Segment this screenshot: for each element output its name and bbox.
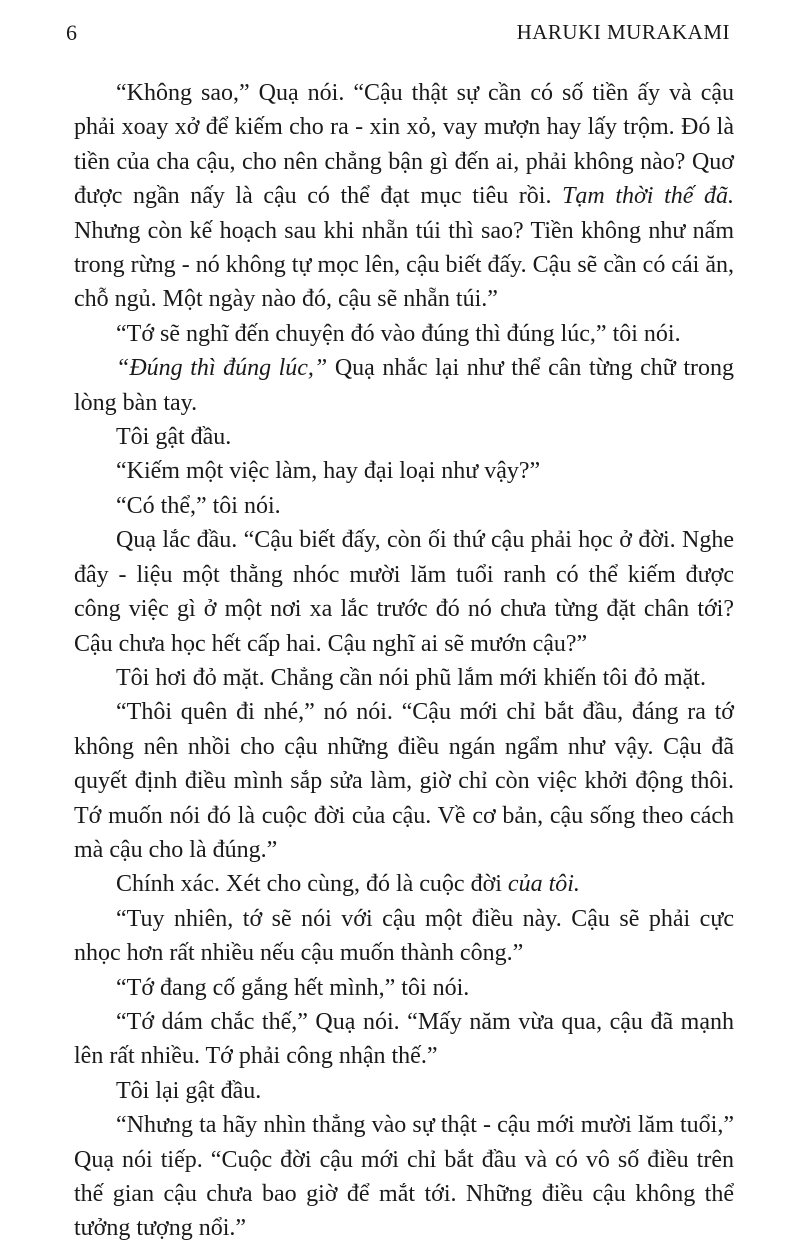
running-head: HARUKI MURAKAMI	[516, 20, 730, 44]
paragraph: “Không sao,” Quạ nói. “Cậu thật sự cần có số tiền ấy và cậu phải xoay xở để kiếm cho ra - xin xỏ, vay mượn hay lấy trộm. Đó là tiền của cha cậu, cho nên chẳng bận gì đến ai, phải không nào? Quơ được ngần nấy là cậu có thể đạt mục tiêu rồi. Tạm thời thế đã. Nhưng còn kế hoạch sau khi nhẵn túi thì sao? Tiền không như nấm trong rừng - nó không tự mọc lên, cậu biết đấy. Cậu sẽ cần có cái ăn, chỗ ngủ. Một ngày nào đó, cậu sẽ nhẵn túi.”	[74, 80, 734, 313]
paragraph: “Thôi quên đi nhé,” nó nói. “Cậu mới chỉ bắt đầu, đáng ra tớ không nên nhồi cho cậu những điều ngán ngẩm như vậy. Cậu đã quyết định điều mình sắp sửa làm, giờ chỉ còn việc khởi động thôi. Tớ muốn nói đó là cuộc đời của cậu. Về cơ bản, cậu sống theo cách mà cậu cho là đúng.”	[74, 699, 734, 863]
paragraph: Tôi gật đầu.	[116, 424, 232, 451]
paragraph: “Nhưng ta hãy nhìn thẳng vào sự thật - cậu mới mười lăm tuổi,” Quạ nói tiếp. “Cuộc đời cậu mới chỉ bắt đầu và có vô số điều trên thế gian cậu chưa bao giờ để mắt tới. Những điều cậu không thể tưởng tượng nổi.”	[74, 1112, 734, 1242]
paragraph: Tôi hơi đỏ mặt. Chẳng cần nói phũ lắm mới khiến tôi đỏ mặt.	[116, 664, 706, 691]
paragraph: “Tuy nhiên, tớ sẽ nói với cậu một điều này. Cậu sẽ phải cực nhọc hơn rất nhiều nếu cậu muốn thành công.”	[74, 905, 734, 967]
paragraph: “Kiếm một việc làm, hay đại loại như vậy?”	[116, 458, 541, 485]
paragraph: “Có thể,” tôi nói.	[116, 492, 281, 519]
paragraph: “Tớ sẽ nghĩ đến chuyện đó vào đúng thì đúng lúc,” tôi nói.	[116, 320, 681, 347]
page-number: 6	[66, 20, 77, 45]
body-text	[74, 76, 734, 1246]
paragraph: “Đúng thì đúng lúc,” Quạ nhắc lại như thể cân từng chữ trong lòng bàn tay.	[74, 355, 735, 416]
paragraph: Quạ lắc đầu. “Cậu biết đấy, còn ối thứ cậu phải học ở đời. Nghe đây - liệu một thằng nhóc mười lăm tuổi ranh có thể kiếm được công việc gì ở một nơi xa lắc trước đó nó chưa từng đặt chân tới? Cậu chưa học hết cấp hai. Cậu nghĩ ai sẽ mướn cậu?”	[74, 527, 734, 657]
paragraph: Tôi lại gật đầu.	[116, 1077, 262, 1104]
paragraph: “Tớ đang cố gắng hết mình,” tôi nói.	[116, 974, 470, 1001]
paragraph: Chính xác. Xét cho cùng, đó là cuộc đời của tôi.	[116, 871, 580, 898]
paragraph: “Tớ dám chắc thế,” Quạ nói. “Mấy năm vừa qua, cậu đã mạnh lên rất nhiều. Tớ phải công nhận thế.”	[74, 1008, 734, 1070]
